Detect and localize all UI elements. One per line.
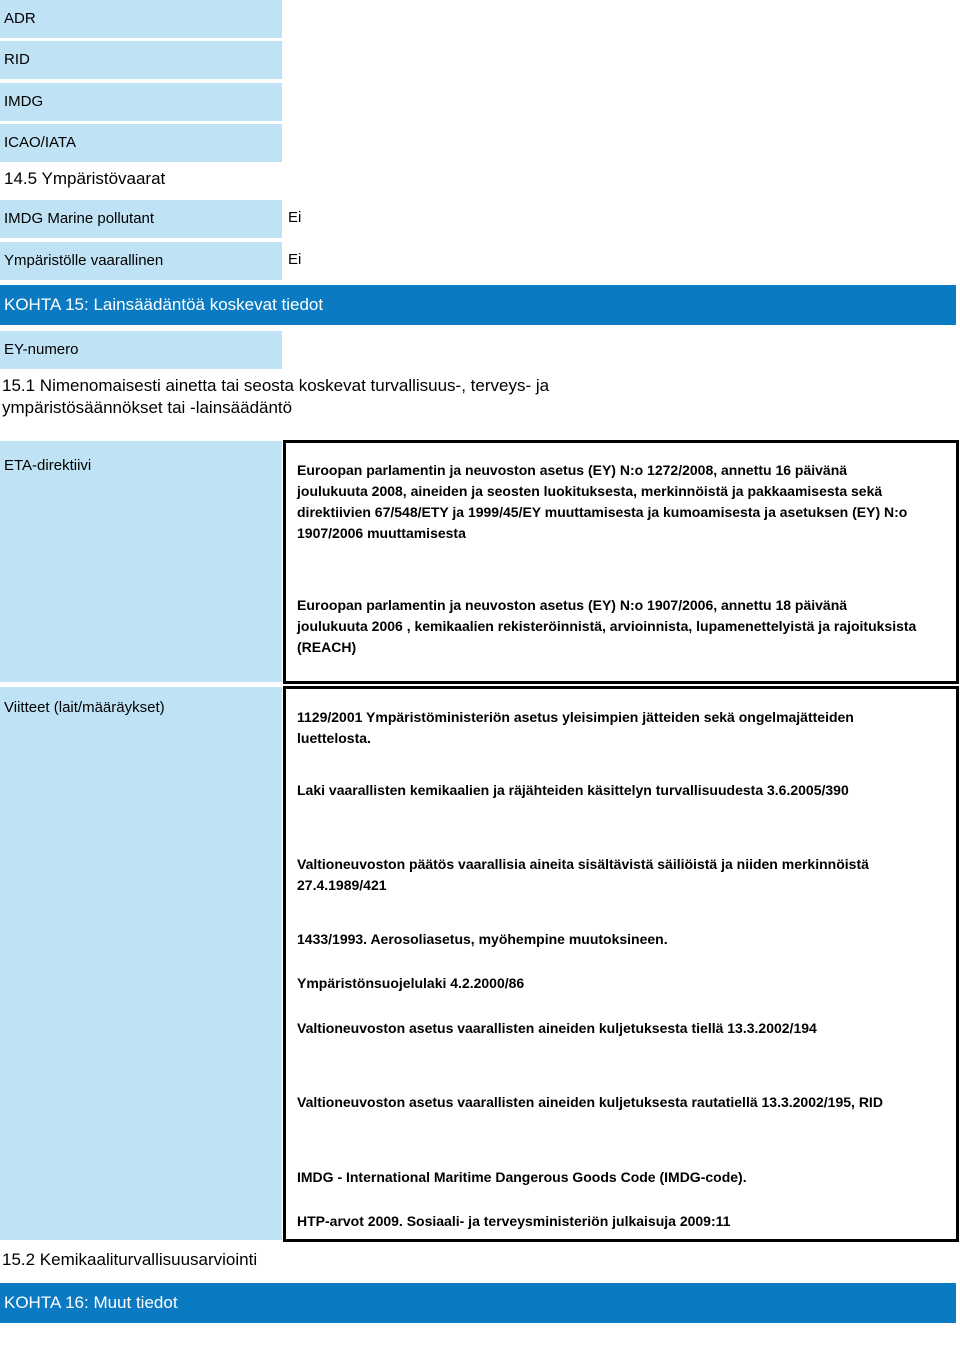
- eta-entry: Euroopan parlamentin ja neuvoston asetus (EY) N:o 1272/2008, annettu 16 päivänä joulukuuta 2008, aineiden ja seosten luokituksesta, merkinnöistä ja pakkaamisesta sekä direktiivien 67/548/ETY ja 1999/45/EY muuttamisesta ja kumoamisesta ja asetuksen (EY) N:o 1907/2006 muuttamisesta: [297, 462, 908, 541]
- section-15-header: KOHTA 15: Lainsäädäntöä koskevat tiedot: [0, 285, 956, 325]
- reference-entry: IMDG - International Maritime Dangerous Goods Code (IMDG-code).: [297, 1169, 747, 1185]
- eta-entry: Euroopan parlamentin ja neuvoston asetus (EY) N:o 1907/2006, annettu 18 päivänä joulukuuta 2006 , kemikaalien rekisteröinnistä, arvioinnista, lupamenettelyistä ja rajoituksista (REACH): [297, 597, 917, 655]
- reference-entry: 1433/1993. Aerosoliasetus, myöhempine muutoksineen.: [297, 931, 668, 947]
- env-hazards-title: 14.5 Ympäristövaarat: [4, 169, 166, 188]
- env-hazardous-label: Ympäristölle vaarallinen: [0, 242, 282, 280]
- references-label: [0, 687, 282, 1240]
- reference-entry: Laki vaarallisten kemikaalien ja räjähteiden käsittelyn turvallisuudesta 3.6.2005/390: [297, 782, 849, 798]
- section-15-2-title: 15.2 Kemikaaliturvallisuusarviointi: [2, 1250, 258, 1269]
- section-15-1-title: 15.1 Nimenomaisesti ainetta tai seosta koskevat turvallisuus-, terveys- ja ympäristösäännökset tai -lainsäädäntö: [2, 376, 550, 417]
- references-box: [283, 686, 959, 1242]
- transport-row-icao-iata: ICAO/IATA: [0, 124, 282, 162]
- reference-entry: Valtioneuvoston päätös vaarallisia aineita sisältävistä säiliöistä ja niiden merkinnöistä 27.4.1989/421: [297, 856, 869, 893]
- transport-row-rid: RID: [0, 41, 282, 79]
- reference-entry: 1129/2001 Ympäristöministeriön asetus yleisimpien jätteiden sekä ongelmajätteiden luettelosta.: [297, 709, 854, 746]
- reference-entry: Ympäristönsuojelulaki 4.2.2000/86: [297, 975, 525, 991]
- reference-entry: Valtioneuvoston asetus vaarallisten aineiden kuljetuksesta tiellä 13.3.2002/194: [297, 1020, 817, 1036]
- eta-directive-label-text: ETA-direktiivi: [4, 457, 92, 474]
- marine-pollutant-value: Ei: [288, 209, 302, 226]
- section-16-header: KOHTA 16: Muut tiedot: [0, 1283, 956, 1323]
- references-label-text: Viitteet (lait/määräykset): [4, 699, 165, 716]
- ey-number-label: EY-numero: [0, 331, 282, 369]
- transport-row-adr: ADR: [0, 0, 282, 38]
- eta-directive-box: [283, 440, 959, 684]
- eta-directive-label: [0, 441, 282, 682]
- env-hazardous-value: Ei: [288, 251, 302, 268]
- marine-pollutant-label: IMDG Marine pollutant: [0, 200, 282, 238]
- transport-row-imdg: IMDG: [0, 83, 282, 121]
- reference-entry: HTP-arvot 2009. Sosiaali- ja terveysministeriön julkaisuja 2009:11: [297, 1213, 731, 1229]
- reference-entry: Valtioneuvoston asetus vaarallisten aineiden kuljetuksesta rautatiellä 13.3.2002/195, RID: [297, 1094, 883, 1110]
